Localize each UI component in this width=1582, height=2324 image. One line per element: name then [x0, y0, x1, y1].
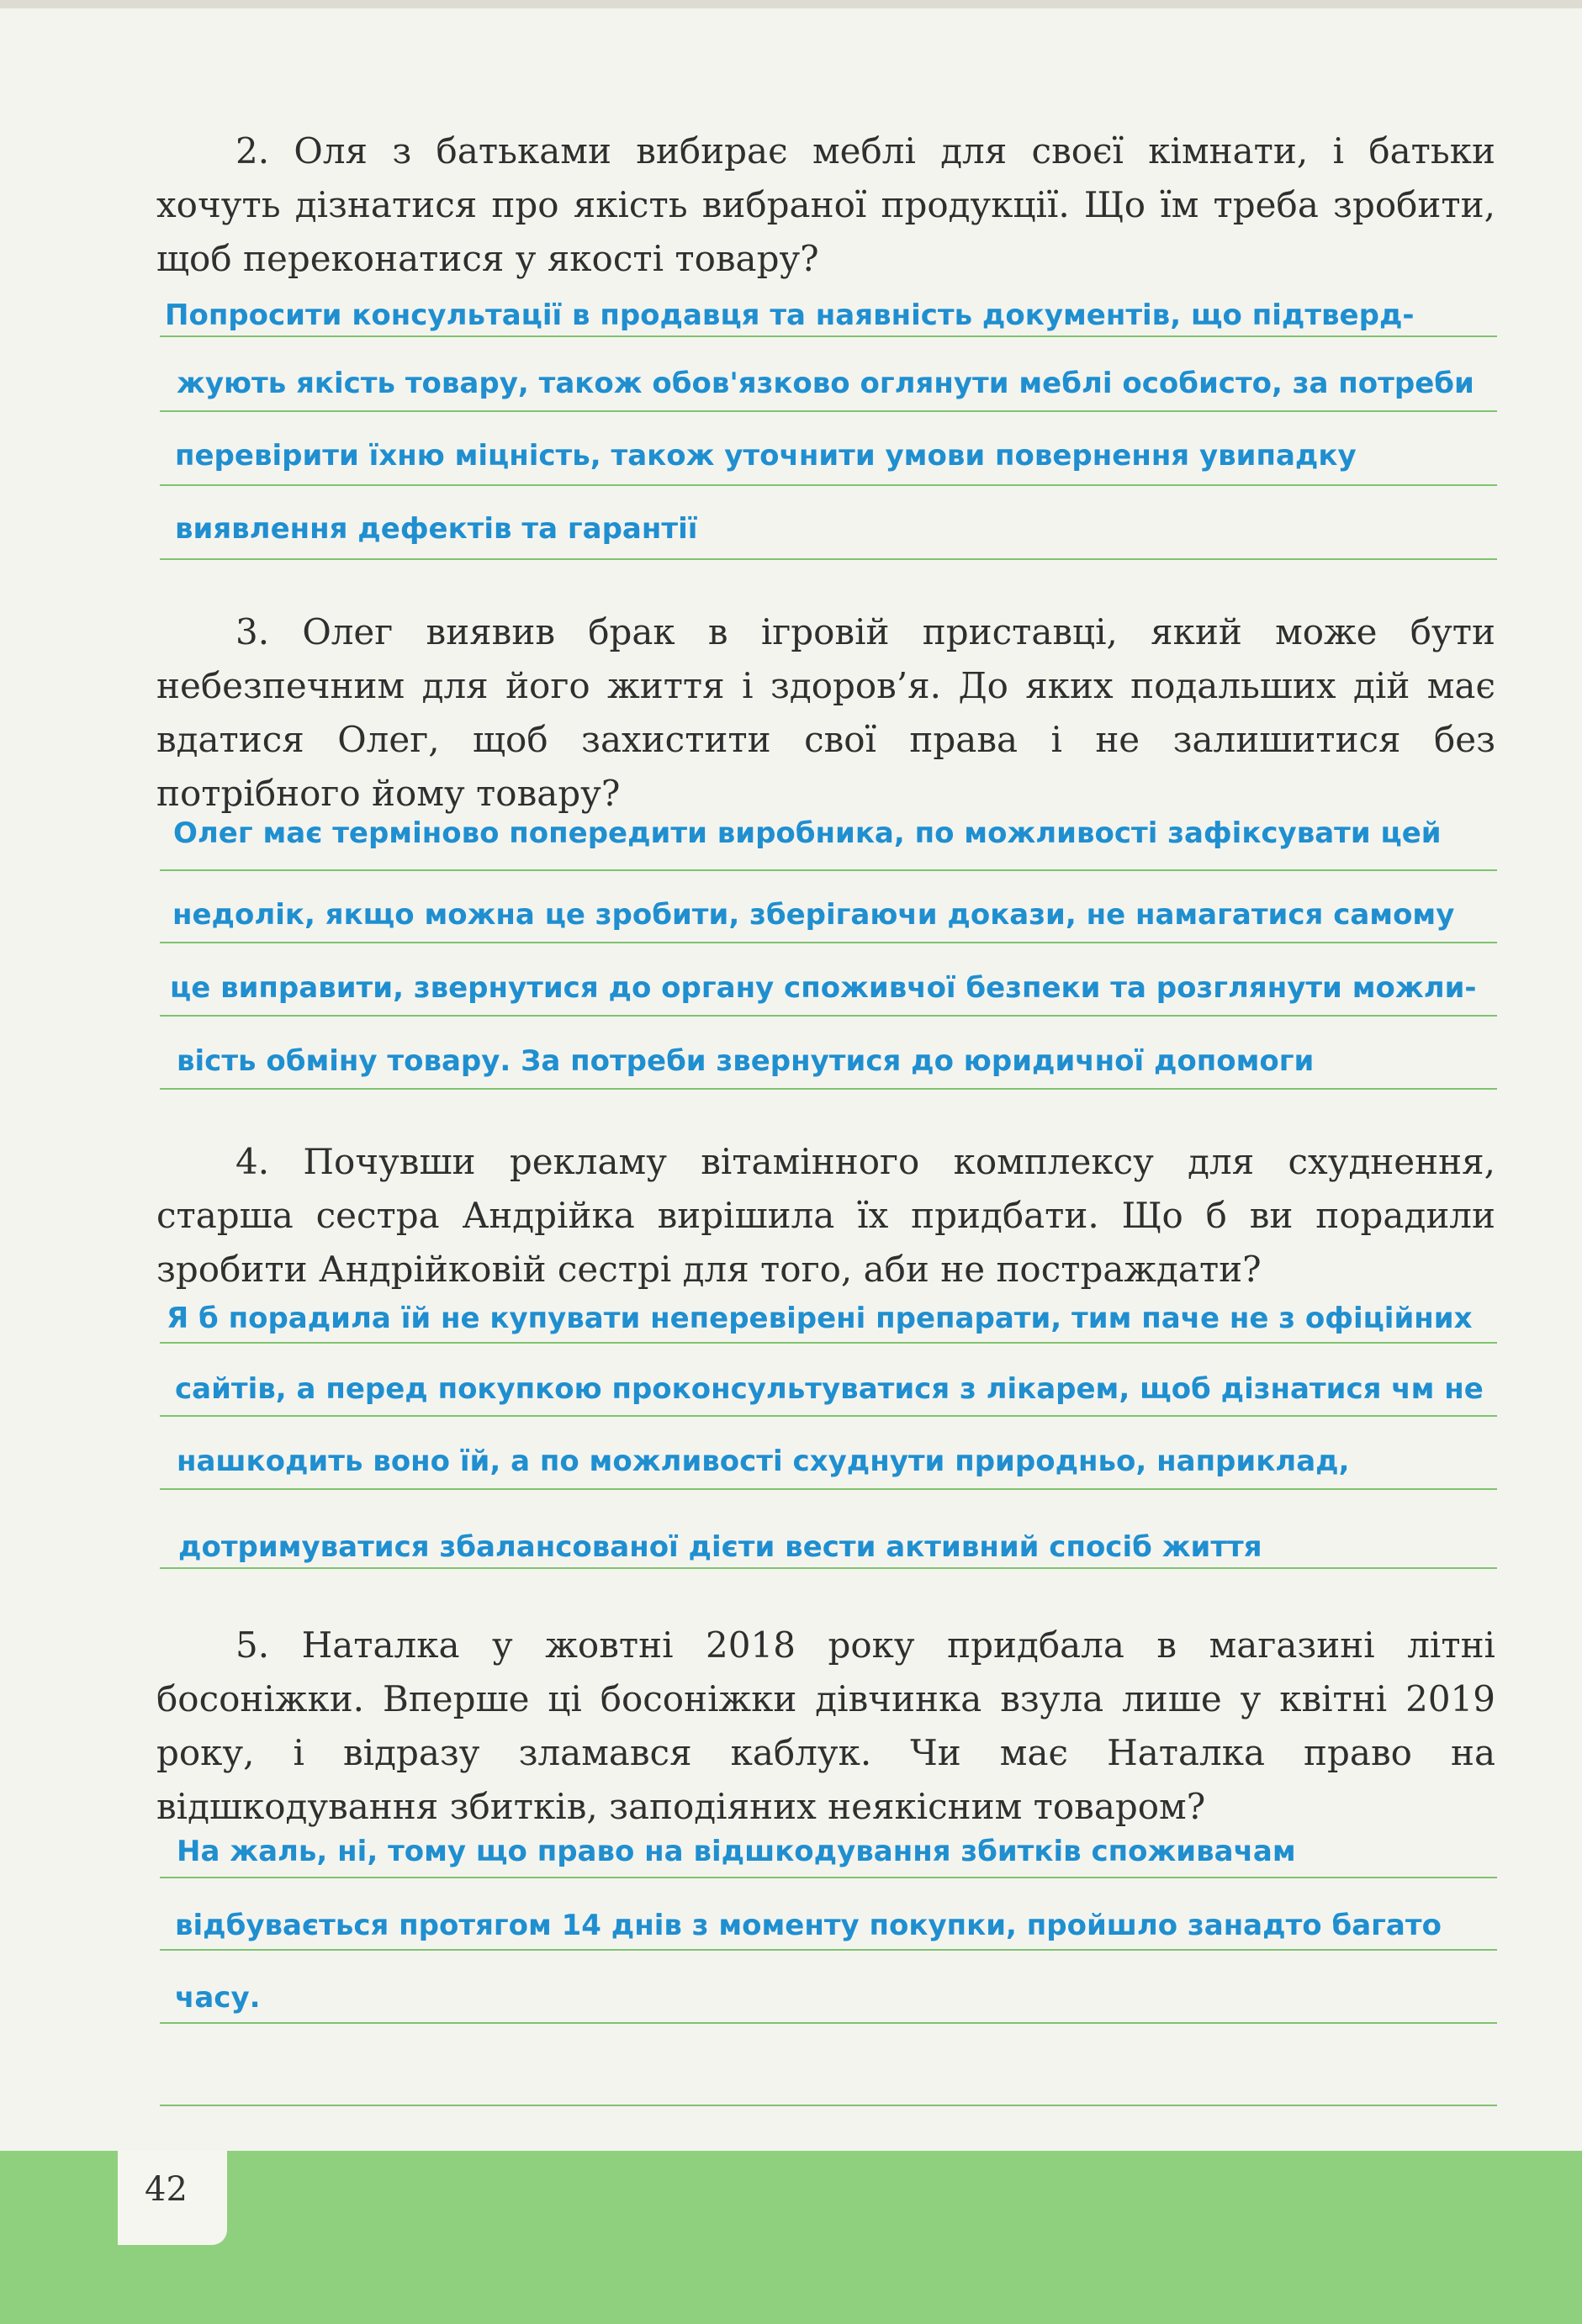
answer-3-line-1: Олег має терміново попередити виробника, по можливості зафіксувати цей: [173, 816, 1442, 850]
page-number: 42: [145, 2170, 188, 2209]
answer-line: [160, 1342, 1497, 1344]
footer-band: [0, 2151, 1582, 2324]
question-3: [156, 605, 1495, 821]
answer-4-line-1: Я б порадила їй не купувати неперевірені препарати, тим паче не з офіційних: [167, 1302, 1473, 1335]
answer-2-line-4: виявлення дефектів та гарантії: [175, 512, 698, 546]
answer-2-line-2: жують якість товару, також обов'язково оглянути меблі особисто, за потреби: [177, 367, 1474, 400]
answer-4-line-2: сайтів, а перед покупкою проконсультуватися з лікарем, щоб дізнатися чм не: [175, 1372, 1484, 1406]
answer-line: [160, 484, 1497, 486]
answer-2-line-3: перевірити їхню міцність, також уточнити умови повернення увипадку: [175, 439, 1357, 473]
question-2: [156, 124, 1495, 286]
question-3-text: 3. Олег виявив брак в ігровій приставці, який може бути небезпечним для його життя і здоров’я. До яких подальших дій має вдатися Олег, щоб захистити свої права і не залишитися без потрібного йому товару?: [156, 611, 1495, 814]
answer-line: [160, 335, 1497, 337]
question-2-text: 2. Оля з батьками вибирає меблі для своєї кімнати, і батьки хочуть дізнатися про якість вибраної продукції. Що їм треба зробити, щоб переконатися у якості товару?: [156, 130, 1495, 279]
answer-3-line-4: вість обміну товару. За потреби звернутися до юридичної допомоги: [177, 1044, 1315, 1078]
answer-line: [160, 2022, 1497, 2024]
answer-line: [160, 1488, 1497, 1490]
answer-line: [160, 869, 1497, 871]
answer-line: [160, 1877, 1497, 1878]
question-5-text: 5. Наталка у жовтні 2018 року придбала в магазині літні босоніжки. Вперше ці босоніжки дівчинка взула лише у квітні 2019 року, і відразу зламався каблук. Чи має Наталка право на відшкодування збитків, заподіяних неякісним товаром?: [156, 1624, 1495, 1827]
answer-4-line-4: дотримуватися збалансованої дієти вести активний спосіб життя: [178, 1530, 1262, 1564]
answer-3-line-3: це виправити, звернутися до органу споживчої безпеки та розглянути можли-: [170, 971, 1477, 1005]
answer-line: [160, 1088, 1497, 1090]
answer-line: [160, 558, 1497, 560]
answer-line: [160, 1415, 1497, 1417]
question-4: [156, 1135, 1495, 1297]
answer-5-line-2: відбувається протягом 14 днів з моменту покупки, пройшло занадто багато: [175, 1909, 1442, 1942]
answer-line: [160, 1567, 1497, 1569]
answer-3-line-2: недолік, якщо можна це зробити, зберігаючи докази, не намагатися самому: [172, 898, 1455, 932]
answer-5-line-1: На жаль, ні, тому що право на відшкодування збитків споживачам: [177, 1835, 1296, 1868]
top-border: [0, 0, 1582, 8]
answer-line: [160, 410, 1497, 412]
question-5: [156, 1619, 1495, 1834]
question-4-text: 4. Почувши рекламу вітамінного комплексу для схуднення, старша сестра Андрійка вирішила їх придбати. Що б ви порадили зробити Андрійковій сестрі для того, аби не постраждати?: [156, 1141, 1495, 1290]
answer-4-line-3: нашкодить воно їй, а по можливості схуднути природньо, наприклад,: [177, 1445, 1350, 1478]
answer-2-line-1: Попросити консультації в продавця та наявність документів, що підтверд-: [165, 298, 1415, 332]
answer-line: [160, 1015, 1497, 1017]
answer-line: [160, 2105, 1497, 2106]
answer-line: [160, 942, 1497, 943]
answer-line: [160, 1949, 1497, 1951]
answer-5-line-3: часу.: [175, 1981, 261, 2015]
